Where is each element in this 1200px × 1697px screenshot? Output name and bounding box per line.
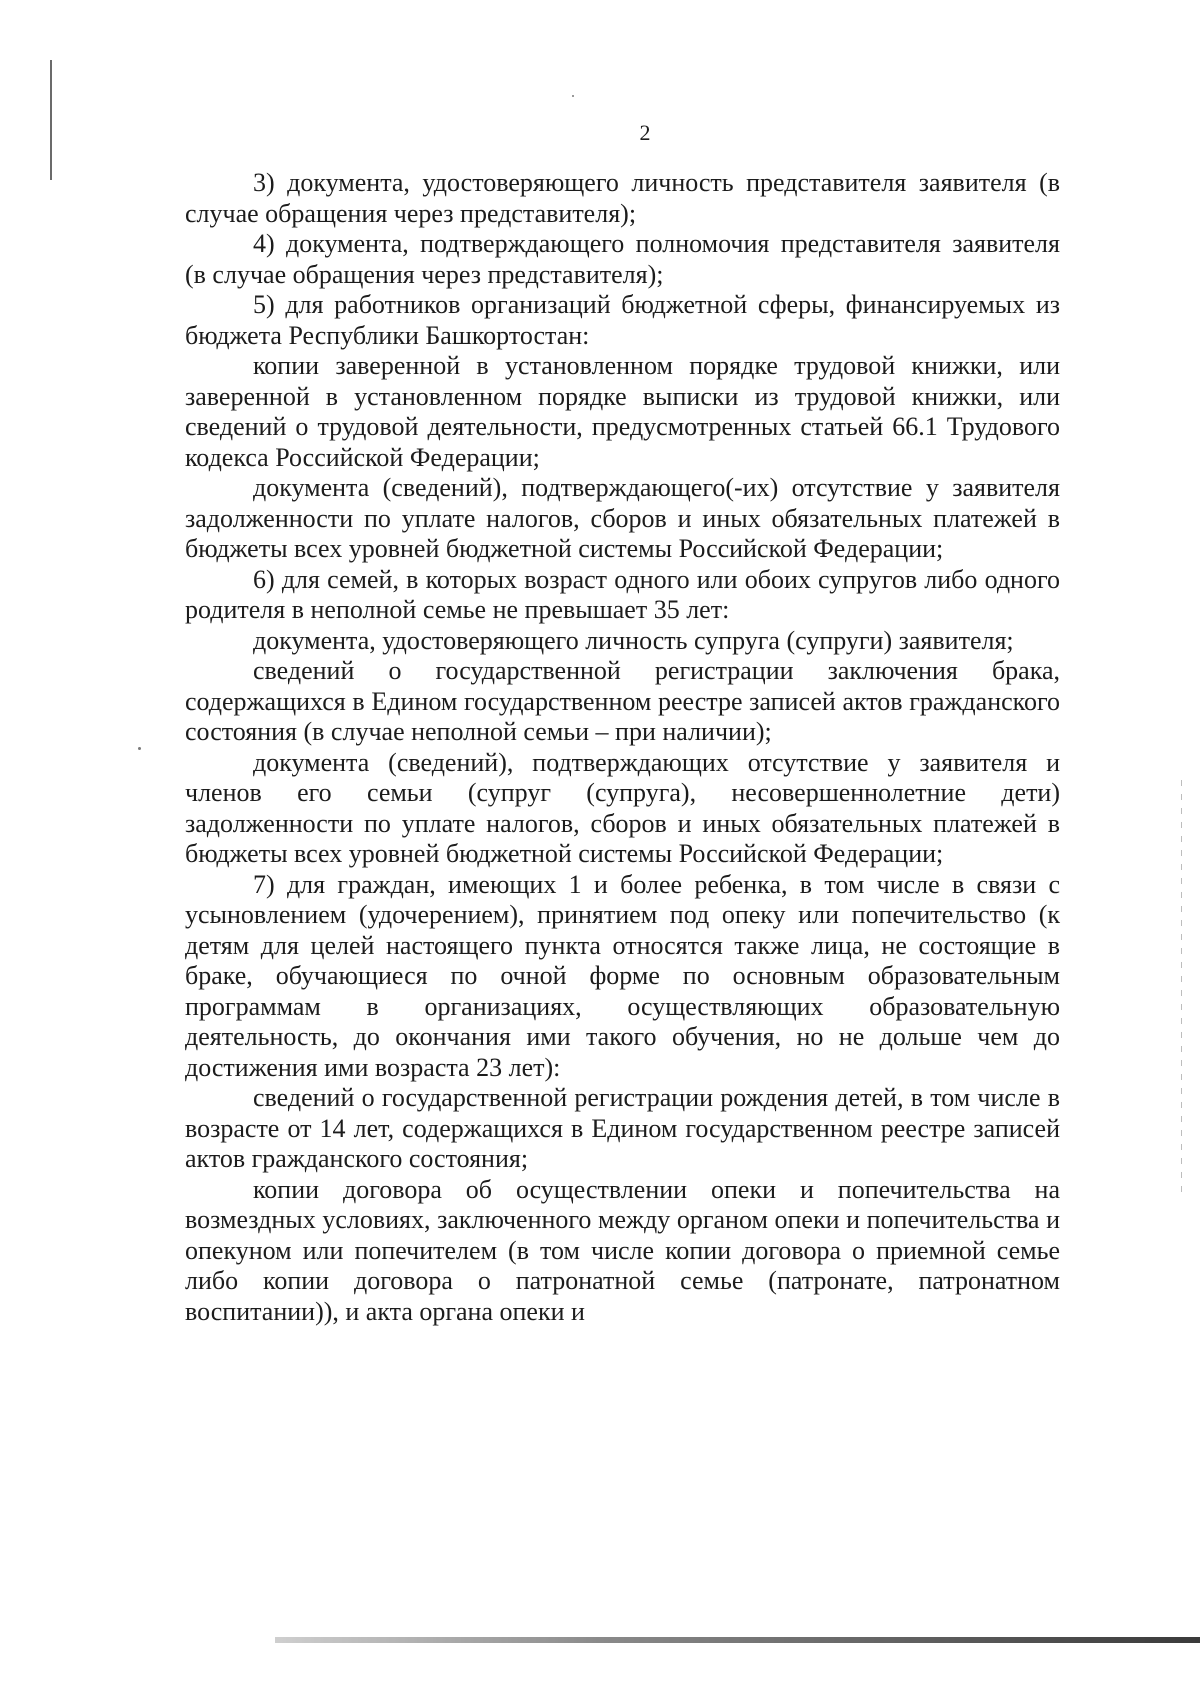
page-number: 2 [639, 120, 651, 145]
paragraph-item-3: 3) документа, удостоверяющего личность представителя заявителя (в случае обращения через представителя); [185, 168, 1060, 228]
document-body [185, 168, 1060, 1327]
scan-edge-artifact [1181, 780, 1182, 1200]
scan-speck [572, 95, 574, 97]
paragraph-item-6: 6) для семей, в которых возраст одного или обоих супругов либо одного родителя в неполной семье не превышает 35 лет: [185, 564, 1060, 624]
paragraph-family-no-tax-debt: документа (сведений), подтверждающих отсутствие у заявителя и членов его семьи (супруг (супруга), несовершеннолетние дети) задолженности по уплате налогов, сборов и иных обязательных платежей в бюджеты всех уровней бюджетной системы Российской Федерации; [185, 747, 1060, 868]
paragraph-item-5: 5) для работников организаций бюджетной сферы, финансируемых из бюджета Республики Башкортостан: [185, 290, 1060, 350]
paragraph-marriage-registration: сведений о государственной регистрации заключения брака, содержащихся в Едином государственном реестре записей актов гражданского состояния (в случае неполной семьи – при наличии); [185, 656, 1060, 746]
paragraph-item-4: 4) документа, подтверждающего полномочия представителя заявителя (в случае обращения через представителя); [185, 229, 1060, 289]
paragraph-spouse-id: документа, удостоверяющего личность супруга (супруги) заявителя; [253, 625, 1014, 655]
scan-bottom-edge [275, 1637, 1200, 1643]
scan-speck [138, 747, 141, 750]
paragraph-labor-book-copy: копии заверенной в установленном порядке трудовой книжки, или заверенной в установленном порядке выписки из трудовой книжки, или сведений о трудовой деятельности, предусмотренных статьей 66.1 Трудового кодекса Российской Федерации; [185, 351, 1060, 472]
paragraph-no-tax-debt: документа (сведений), подтверждающего(-их) отсутствие у заявителя задолженности по уплате налогов, сборов и иных обязательных платежей в бюджеты всех уровней бюджетной системы Российской Федерации; [185, 473, 1060, 563]
paragraph-birth-registration: сведений о государственной регистрации рождения детей, в том числе в возрасте от 14 лет, содержащихся в Едином государственном реестре записей актов гражданского состояния; [185, 1083, 1060, 1173]
paragraph-guardianship-contract: копии договора об осуществлении опеки и попечительства на возмездных условиях, заключенного между органом опеки и попечительства и опекуном или попечителем (в том числе копии договора о приемной семье либо копии договора о патронатной семье (патронате, патронатном воспитании)), и акта органа опеки и [185, 1174, 1060, 1326]
paragraph-item-7: 7) для граждан, имеющих 1 и более ребенка, в том числе в связи с усыновлением (удочерением), принятием под опеку или попечительство (к детям для целей настоящего пункта относятся также лица, не состоящие в браке, обучающиеся по очной форме по основным образовательным программам в организациях, осуществляющих образовательную деятельность, до окончания ими такого обучения, но не дольше чем до достижения ими возраста 23 лет): [185, 869, 1060, 1082]
